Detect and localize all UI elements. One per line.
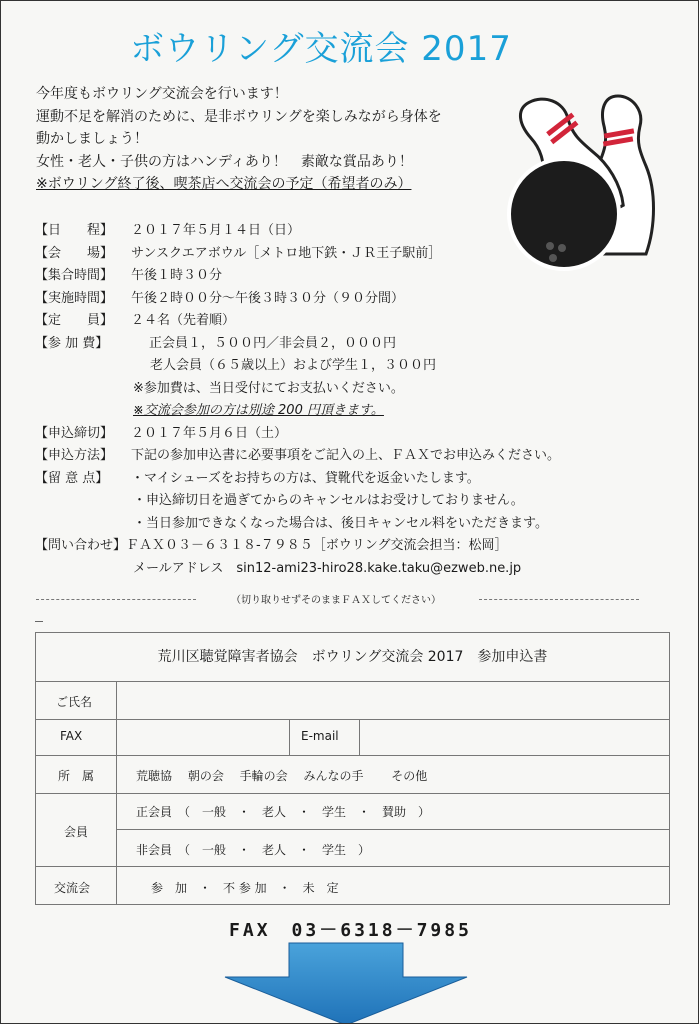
intro-line-note: ※ボウリング終了後、喫茶店へ交流会の予定（希望者のみ） bbox=[36, 176, 412, 192]
contact-fax: ＦＡＸ０３－６３１８-７９８５［ボウリング交流会担当：松岡］ bbox=[126, 538, 508, 553]
form-heading: 荒川区聴覚障害者協会 ボウリング交流会 2017 参加申込書 bbox=[36, 633, 669, 682]
name-field[interactable] bbox=[118, 683, 666, 717]
application-form bbox=[35, 632, 670, 905]
intro-text bbox=[36, 83, 442, 196]
party-label: 交流会 bbox=[54, 881, 91, 895]
dashed-divider bbox=[479, 599, 639, 600]
name-label: ご氏名 bbox=[56, 695, 93, 709]
notes-label: 【留 意 点】 bbox=[35, 470, 109, 486]
meet-time-value: 午後１時３０分 bbox=[131, 268, 223, 283]
fee-value: 正会員１，５００円／非会員２，０００円 bbox=[149, 335, 397, 351]
venue-value: サンスクエアボウル［メトロ地下鉄・ＪＲ王子駅前］ bbox=[131, 245, 442, 261]
dashed-divider bbox=[36, 599, 196, 600]
intro-line: 運動不足を解消のために、是非ボウリングを楽しみながら身体を bbox=[36, 108, 442, 125]
email-field[interactable] bbox=[361, 721, 666, 753]
detail-row bbox=[35, 535, 560, 558]
note-item: ・申込締切日を過ぎてからのキャンセルはお受けしておりません。 bbox=[133, 493, 524, 508]
method-value: 下記の参加申込書に必要事項をご記入の上、ＦＡＸでお申込みください。 bbox=[131, 448, 561, 463]
detail-row bbox=[35, 310, 560, 333]
fax-number-footer: FAX 03－6318－7985 bbox=[229, 920, 472, 941]
email-label: E-mail bbox=[301, 729, 339, 743]
fee-label: 【参 加 費】 bbox=[35, 335, 109, 351]
member-label: 会員 bbox=[64, 825, 89, 839]
deadline-label: 【申込締切】 bbox=[35, 425, 114, 441]
fax-field[interactable] bbox=[118, 721, 286, 753]
fee-value-senior: 老人会員（６５歳以上）および学生１，３００円 bbox=[150, 358, 437, 373]
cut-instruction: （切り取りせずそのままＦＡＸしてください） bbox=[231, 595, 441, 606]
date-value: ２０１７年５月１４日（日） bbox=[131, 223, 301, 238]
capacity-label: 【定 員】 bbox=[35, 313, 114, 328]
detail-row bbox=[35, 265, 560, 288]
detail-row bbox=[35, 468, 560, 491]
party-options[interactable]: 参 加 ・ 不 参 加 ・ 未 定 bbox=[151, 881, 339, 895]
fee-note-party: ※交流会参加の方は別途 200 円頂きます。 bbox=[133, 403, 384, 418]
fee-note: ※参加費は、当日受付にてお支払いください。 bbox=[133, 380, 404, 396]
divider-tick bbox=[35, 621, 43, 622]
meet-time-label: 【集合時間】 bbox=[35, 268, 114, 283]
fax-label: FAX bbox=[60, 729, 83, 743]
detail-row bbox=[35, 243, 560, 266]
detail-row bbox=[35, 445, 560, 468]
detail-row bbox=[35, 220, 560, 243]
deadline-value: ２０１７年５月６日（土） bbox=[131, 425, 288, 441]
method-label: 【申込方法】 bbox=[35, 448, 114, 463]
contact-label: 【問い合わせ】 bbox=[35, 538, 127, 553]
event-details bbox=[35, 220, 560, 580]
detail-row bbox=[35, 333, 560, 356]
member-non-options[interactable]: 非会員 （ 一般 ・ 老人 ・ 学生 ） bbox=[136, 843, 371, 857]
note-item: ・当日参加できなくなった場合は、後日キャンセル料をいただきます。 bbox=[133, 515, 548, 531]
affiliation-options[interactable]: 荒聴協 朝の会 手輪の会 みんなの手 その他 bbox=[136, 769, 428, 783]
member-regular-options[interactable]: 正会員 （ 一般 ・ 老人 ・ 学生 ・ 賛助 ） bbox=[136, 805, 431, 819]
contact-mail: メールアドレス sin12-ami23-hiro28.kake.taku@ezweb.ne.jp bbox=[133, 560, 522, 576]
venue-label: 【会 場】 bbox=[35, 245, 114, 261]
note-item: ・マイシューズをお持ちの方は、貸靴代を返金いたします。 bbox=[131, 470, 480, 486]
intro-line: 動かしましょう！ bbox=[36, 131, 148, 147]
page-title: ボウリング交流会 2017 bbox=[130, 29, 512, 69]
detail-row bbox=[35, 423, 560, 446]
event-time-label: 【実施時間】 bbox=[35, 290, 114, 306]
intro-line: 女性・老人・子供の方はハンディあり！ 素敵な賞品あり！ bbox=[36, 153, 413, 170]
date-label: 【日 程】 bbox=[35, 223, 114, 238]
intro-line: 今年度もボウリング交流会を行います！ bbox=[36, 86, 288, 102]
capacity-value: ２４名（先着順） bbox=[131, 313, 236, 328]
detail-row bbox=[35, 288, 560, 311]
down-arrow-icon bbox=[221, 941, 471, 1024]
event-time-value: 午後２時００分～午後３時３０分（９０分間） bbox=[131, 290, 405, 306]
affiliation-label: 所 属 bbox=[58, 769, 95, 783]
